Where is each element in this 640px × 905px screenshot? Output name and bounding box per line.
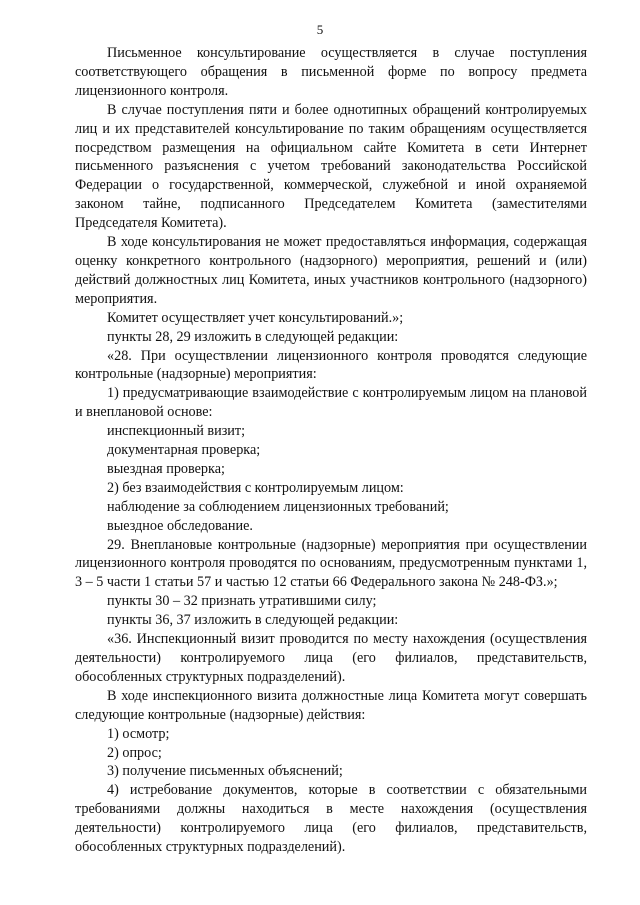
document-body bbox=[75, 44, 587, 857]
paragraph-item-29: 29. Внеплановые контрольные (надзорные) мероприятия при осуществлении лицензионного контроля проводятся по основаниям, предусмотренным пунктами 1, 3 – 5 части 1 статьи 57 и частью 12 статьи 66 Федерального закона № 248-ФЗ.»; bbox=[75, 536, 587, 591]
list-item-document-request: 4) истребование документов, которые в соответствии с обязательными требованиями должны находиться в месте нахождения (осуществления деятельности) контролируемого лица (его филиалов, представительств, обособленных структурных подразделений). bbox=[75, 782, 587, 856]
paragraph-item-28: «28. При осуществлении лицензионного контроля проводятся следующие контрольные (надзорные) мероприятия: bbox=[75, 347, 587, 383]
paragraph-written-consulting: Письменное консультирование осуществляется в случае поступления соответствующего обращения в письменной форме по вопросу предмета лицензионного контроля. bbox=[75, 45, 587, 99]
list-item-documentary-check: документарная проверка; bbox=[107, 442, 261, 459]
paragraph-multiple-requests: В случае поступления пяти и более однотипных обращений контролируемых лиц и их представителей консультирование по таким обращениям осуществляется посредством размещения на официальном сайте Комитета в сети Интернет письменного разъяснения с учетом требований законодательства Российской Федерации о государственной, коммерческой, служебной и иной охраняемой законом тайне, подписанного Председателем Комитета (заместителями Председателя Комитета). bbox=[75, 101, 587, 232]
page-number: 5 bbox=[316, 22, 324, 37]
paragraph-consulting-restrictions: В ходе консультирования не может предоставляться информация, содержащая оценку конкретного контрольного (надзорного) мероприятия, решений и (или) действий должностных лиц Комитета, иных участников контрольного (надзорного) мероприятия. bbox=[75, 234, 587, 307]
list-item-onsite-check: выездная проверка; bbox=[107, 460, 225, 477]
paragraph-consulting-records: Комитет осуществляет учет консультирований.»; bbox=[107, 309, 404, 326]
list-item-observation: наблюдение за соблюдением лицензионных требований; bbox=[107, 498, 449, 515]
list-item-without-interaction: 2) без взаимодействия с контролируемым лицом: bbox=[107, 479, 404, 496]
paragraph-inspection-actions-intro: В ходе инспекционного визита должностные лица Комитета могут совершать следующие контрольные (надзорные) действия: bbox=[75, 687, 587, 723]
list-item-inspection: 1) осмотр; bbox=[107, 725, 170, 742]
list-item-survey: 2) опрос; bbox=[107, 744, 162, 761]
paragraph-items-30-32-void: пункты 30 – 32 признать утратившими силу; bbox=[107, 593, 377, 610]
list-item-inspection-visit: инспекционный визит; bbox=[107, 423, 246, 440]
list-item-with-interaction: 1) предусматривающие взаимодействие с контролируемым лицом на плановой и внеплановой основе: bbox=[75, 385, 587, 421]
list-item-onsite-survey: выездное обследование. bbox=[107, 517, 253, 534]
paragraph-items-28-29-intro: пункты 28, 29 изложить в следующей редакции: bbox=[107, 328, 399, 345]
list-item-written-explanations: 3) получение письменных объяснений; bbox=[107, 763, 343, 780]
paragraph-item-36: «36. Инспекционный визит проводится по месту нахождения (осуществления деятельности) контролируемого лица (его филиалов, представительств, обособленных структурных подразделений). bbox=[75, 631, 587, 685]
paragraph-items-36-37-intro: пункты 36, 37 изложить в следующей редакции: bbox=[107, 612, 399, 629]
